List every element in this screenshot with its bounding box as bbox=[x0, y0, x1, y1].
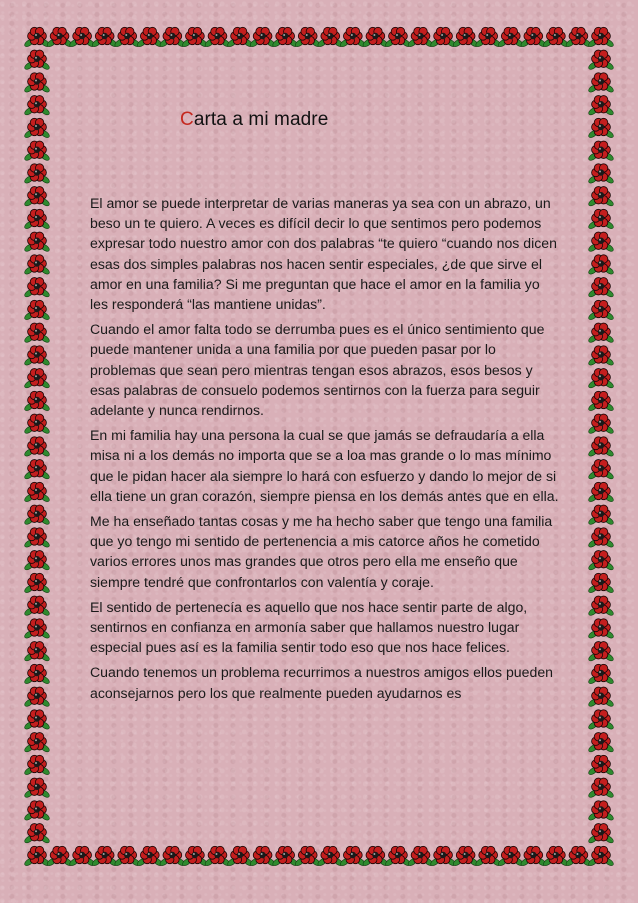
red-flower-icon bbox=[46, 27, 73, 48]
red-flower-icon bbox=[249, 27, 276, 48]
red-flower-icon bbox=[23, 824, 50, 845]
red-flower-icon bbox=[23, 369, 50, 390]
red-flower-icon bbox=[23, 573, 50, 594]
red-flower-icon bbox=[23, 528, 50, 549]
red-flower-icon bbox=[23, 300, 50, 321]
red-flower-icon bbox=[497, 846, 524, 867]
red-flower-icon bbox=[587, 846, 614, 867]
red-flower-icon bbox=[23, 551, 50, 572]
red-flower-icon bbox=[339, 27, 366, 48]
document-title bbox=[180, 109, 328, 131]
red-flower-icon bbox=[23, 505, 50, 526]
red-flower-icon bbox=[587, 482, 614, 503]
red-flower-icon bbox=[23, 232, 50, 253]
red-flower-icon bbox=[497, 27, 524, 48]
red-flower-icon bbox=[23, 437, 50, 458]
red-flower-icon bbox=[23, 482, 50, 503]
red-flower-icon bbox=[23, 346, 50, 367]
red-flower-icon bbox=[23, 209, 50, 230]
red-flower-icon bbox=[114, 27, 141, 48]
red-flower-icon bbox=[23, 687, 50, 708]
red-flower-icon bbox=[587, 801, 614, 822]
paragraph: El sentido de pertenecía es aquello que nos hace sentir parte de algo, sentirnos en confianza en armonía saber que hallamos nuestro lugar especial pues así es la familia sentir todo eso que nos hace felices. bbox=[90, 598, 528, 656]
red-flower-icon bbox=[587, 323, 614, 344]
red-flower-icon bbox=[23, 710, 50, 731]
red-flower-icon bbox=[587, 141, 614, 162]
red-flower-icon bbox=[384, 846, 411, 867]
red-flower-icon bbox=[23, 73, 50, 94]
red-flower-icon bbox=[587, 300, 614, 321]
red-flower-icon bbox=[23, 846, 50, 867]
red-flower-icon bbox=[23, 391, 50, 412]
red-flower-icon bbox=[520, 846, 547, 867]
red-flower-icon bbox=[23, 323, 50, 344]
red-flower-icon bbox=[587, 164, 614, 185]
red-flower-icon bbox=[587, 369, 614, 390]
red-flower-icon bbox=[587, 391, 614, 412]
red-flower-icon bbox=[475, 27, 502, 48]
red-flower-icon bbox=[587, 687, 614, 708]
red-flower-icon bbox=[23, 755, 50, 776]
red-flower-icon bbox=[23, 414, 50, 435]
red-flower-icon bbox=[587, 733, 614, 754]
red-flower-icon bbox=[226, 27, 253, 48]
red-flower-icon bbox=[542, 27, 569, 48]
red-flower-icon bbox=[23, 460, 50, 481]
red-flower-icon bbox=[565, 846, 592, 867]
red-flower-icon bbox=[46, 846, 73, 867]
red-flower-icon bbox=[272, 846, 299, 867]
red-flower-icon bbox=[159, 27, 186, 48]
red-flower-icon bbox=[23, 278, 50, 299]
red-flower-icon bbox=[23, 801, 50, 822]
paragraph: Cuando el amor falta todo se derrumba pues es el único sentimiento que puede mantener unida a una familia por que pueden pasar por lo problemas que sean pero mientras tengan esos abrazos, esos besos y esas palabras de consuelo podemos sentirnos con la fuerza para seguir adelante y nunca rendirnos. bbox=[90, 321, 545, 419]
red-flower-icon bbox=[23, 27, 50, 48]
red-flower-icon bbox=[587, 73, 614, 94]
red-flower-icon bbox=[587, 528, 614, 549]
red-flower-icon bbox=[587, 96, 614, 117]
red-flower-icon bbox=[587, 755, 614, 776]
red-flower-icon bbox=[23, 642, 50, 663]
red-flower-icon bbox=[23, 619, 50, 640]
red-flower-icon bbox=[587, 642, 614, 663]
red-flower-icon bbox=[587, 232, 614, 253]
red-flower-icon bbox=[136, 27, 163, 48]
red-flower-icon bbox=[23, 664, 50, 685]
red-flower-icon bbox=[587, 50, 614, 71]
red-flower-icon bbox=[23, 255, 50, 276]
red-flower-icon bbox=[226, 846, 253, 867]
red-flower-icon bbox=[114, 846, 141, 867]
red-flower-icon bbox=[23, 141, 50, 162]
red-flower-icon bbox=[565, 27, 592, 48]
red-flower-icon bbox=[69, 27, 96, 48]
red-flower-icon bbox=[91, 27, 118, 48]
red-flower-icon bbox=[23, 96, 50, 117]
red-flower-icon bbox=[339, 846, 366, 867]
red-flower-icon bbox=[23, 118, 50, 139]
title-initial: C bbox=[180, 109, 194, 130]
red-flower-icon bbox=[136, 846, 163, 867]
red-flower-icon bbox=[587, 505, 614, 526]
red-flower-icon bbox=[317, 846, 344, 867]
red-flower-icon bbox=[362, 27, 389, 48]
red-flower-icon bbox=[23, 50, 50, 71]
red-flower-icon bbox=[587, 778, 614, 799]
red-flower-icon bbox=[159, 846, 186, 867]
red-flower-icon bbox=[294, 27, 321, 48]
red-flower-icon bbox=[452, 846, 479, 867]
red-flower-icon bbox=[181, 846, 208, 867]
red-flower-icon bbox=[587, 460, 614, 481]
title-text: arta a mi madre bbox=[193, 109, 329, 130]
red-flower-icon bbox=[181, 27, 208, 48]
red-flower-icon bbox=[69, 846, 96, 867]
red-flower-icon bbox=[587, 619, 614, 640]
red-flower-icon bbox=[249, 846, 276, 867]
red-flower-icon bbox=[587, 209, 614, 230]
red-flower-icon bbox=[587, 596, 614, 617]
red-flower-icon bbox=[294, 846, 321, 867]
paragraph: Me ha enseñado tantas cosas y me ha hecho saber que tengo una familia que yo tengo mi sentido de pertenencia a mis catorce años he cometido varios errores unos mas grandes que otros pero ella me enseño que siempre tendré que confrontarlos con valentía y coraje. bbox=[90, 513, 553, 590]
red-flower-icon bbox=[362, 846, 389, 867]
red-flower-icon bbox=[91, 846, 118, 867]
paragraph: Cuando tenemos un problema recurrimos a nuestros amigos ellos pueden aconsejarnos pero los que realmente pueden ayudarnos es bbox=[90, 664, 554, 701]
red-flower-icon bbox=[317, 27, 344, 48]
red-flower-icon bbox=[204, 846, 231, 867]
red-flower-icon bbox=[23, 164, 50, 185]
red-flower-icon bbox=[407, 27, 434, 48]
red-flower-icon bbox=[587, 255, 614, 276]
red-flower-icon bbox=[587, 437, 614, 458]
red-flower-icon bbox=[587, 278, 614, 299]
letter-body bbox=[90, 193, 560, 708]
red-flower-icon bbox=[23, 187, 50, 208]
red-flower-icon bbox=[587, 27, 614, 48]
red-flower-icon bbox=[23, 596, 50, 617]
red-flower-icon bbox=[587, 551, 614, 572]
red-flower-icon bbox=[587, 187, 614, 208]
red-flower-icon bbox=[520, 27, 547, 48]
red-flower-icon bbox=[587, 346, 614, 367]
paragraph: El amor se puede interpretar de varias maneras ya sea con un abrazo, un beso un te quiero. A veces es difícil decir lo que sentimos pero podemos expresar todo nuestro amor con dos palabras “te quiero “cuando nos dicen esas dos simples palabras nos hacen sentir especiales, ¿de que sirve el amor en una familia? Si me preguntan que hace el amor en la familia yo les responderá “las mantiene unidas”. bbox=[90, 195, 557, 313]
red-flower-icon bbox=[429, 846, 456, 867]
red-flower-icon bbox=[587, 824, 614, 845]
red-flower-icon bbox=[23, 778, 50, 799]
paragraph: En mi familia hay una persona la cual se que jamás se defraudaría a ella misa ni a los demás no importa que se a loa mas grande o lo mas mínimo que le pidan hacer ala siempre lo hará con esfuerzo y dando lo mejor de si ella tiene un gran corazón, siempre piensa en los demás antes que en ella. bbox=[90, 427, 559, 504]
red-flower-icon bbox=[475, 846, 502, 867]
red-flower-icon bbox=[587, 414, 614, 435]
red-flower-icon bbox=[587, 710, 614, 731]
red-flower-icon bbox=[587, 664, 614, 685]
red-flower-icon bbox=[587, 118, 614, 139]
red-flower-icon bbox=[587, 573, 614, 594]
red-flower-icon bbox=[384, 27, 411, 48]
red-flower-icon bbox=[204, 27, 231, 48]
red-flower-icon bbox=[272, 27, 299, 48]
red-flower-icon bbox=[429, 27, 456, 48]
red-flower-icon bbox=[452, 27, 479, 48]
red-flower-icon bbox=[407, 846, 434, 867]
red-flower-icon bbox=[23, 733, 50, 754]
red-flower-icon bbox=[542, 846, 569, 867]
